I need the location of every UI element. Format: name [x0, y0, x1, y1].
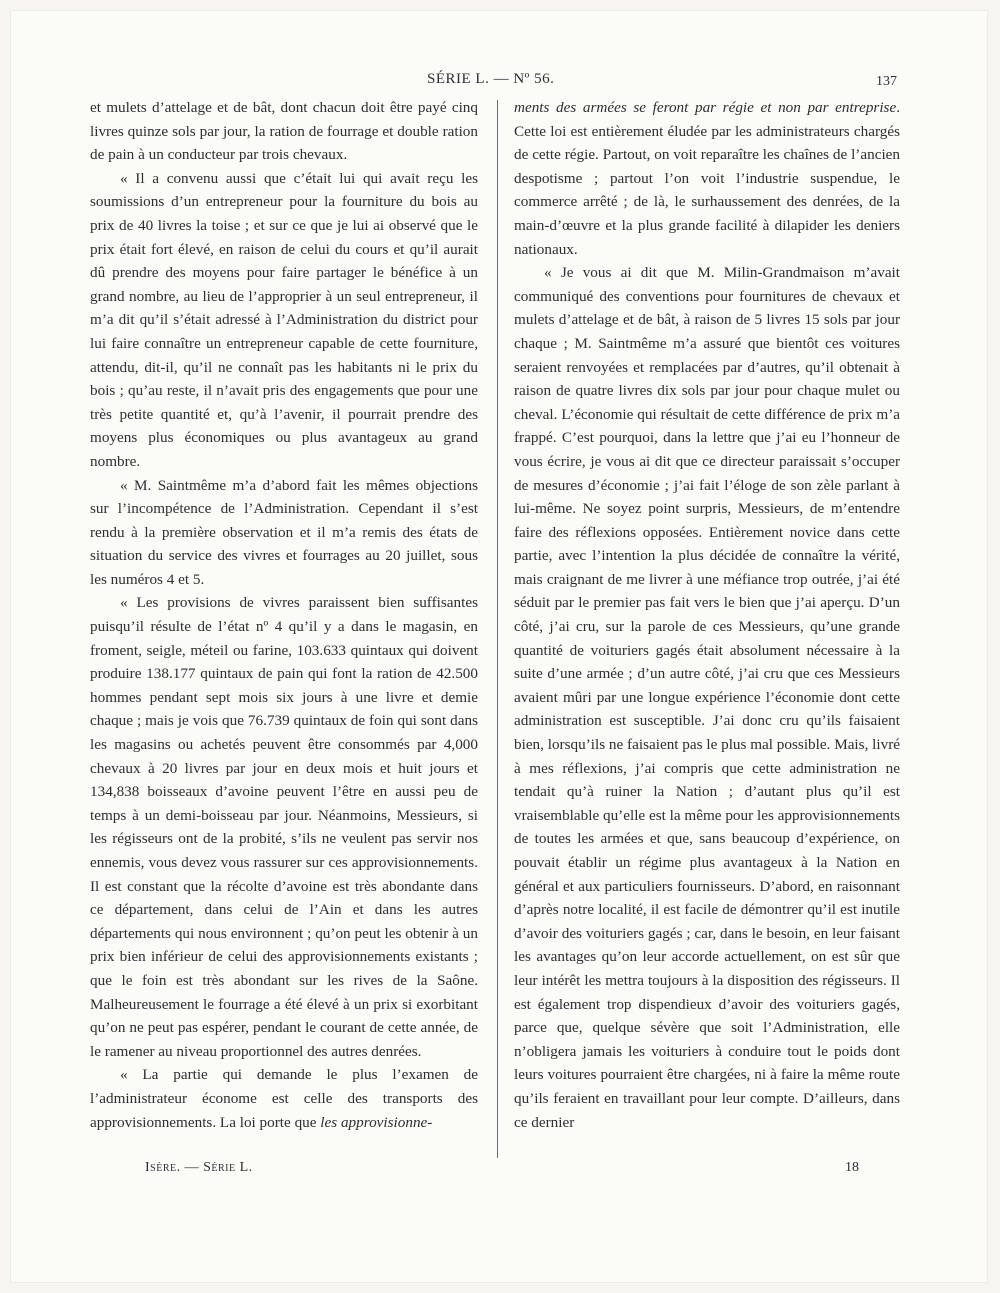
left-paragraph-3: « M. Saintmême m’a d’abord fait les mêmes objections sur l’incompétence de l’Administration. Cependant il s’est rendu à la première observation et il m’a remis des états de situation du service des vivres et fourrages au 20 juillet, sous les numéros 4 et 5.	[90, 476, 478, 588]
left-paragraph-5: « La partie qui demande le plus l’examen de l’administrateur économe est celle des transports des approvisionnements. La loi porte que les approvisionne-	[90, 1066, 478, 1131]
left-paragraph-4: « Les provisions de vivres paraissent bien suffisantes puisqu’il résulte de l’état nº 4 qu’il y a dans le magasin, en froment, seigle, méteil ou farine, 103.633 quintaux qui doivent produire 138.177 quintaux de pain qui font la ration de 42.500 hommes pendant sept mois six jours à une livre et demie chaque ; mais je vois que 76.739 quintaux de foin qui sont dans les magasins ou achetés peuvent être consommés par 4,000 chevaux à 20 livres par jour en deux mois et huit jours et 134,838 boisseaux d’avoine peuvent l’être en aussi peu de temps à un demi-boisseau par jour. Néanmoins, Messieurs, si les régisseurs ont de la probité, s’ils ne veulent pas servir nos ennemis, vous devez vous rassurer sur ces approvisionnements. Il est constant que la récolte d’avoine est très abondante dans ce département, dans celui de l’Ain et dans les autres départements qui nous environnent ; qu’on peut les obtenir à un prix bien inférieur de celui des approvisionnements existants ; que le foin est très abondant sur les rives de la Saône. Malheureusement le fourrage a été élevé à un prix si exorbitant qu’on ne peut pas espérer, pendant le courant de cette année, de le ramener au niveau proportionnel des autres denrées.	[90, 594, 478, 1060]
column-divider	[497, 100, 498, 1158]
footer-series: Isère. — Série L.	[145, 1160, 253, 1175]
left-paragraph-2: « Il a convenu aussi que c’était lui qui avait reçu les soumissions d’un entrepreneur pour la fourniture du bois au prix de 40 livres la toise ; et sur ce que je lui ai observé que le prix était fort élevé, en raison de celui du cours et qu’il aurait dû prendre des moyens pour faire partager le bénéfice à un grand nombre, au lieu de l’approprier à un seul entrepreneur, il m’a dit qu’il s’était adressé à l’Administration du district pour lui faire connaître un entrepreneur capable de cette fourniture, attendu, dit-il, qu’il ne connaît pas les habitants ni le prix du bois ; qu’au reste, il n’avait pris des engagements que pour une très petite quantité et, qu’à l’avenir, il pourrait prendre des moyens plus économiques ou plus avantageux au grand nombre.	[90, 169, 478, 470]
page-header	[0, 71, 1000, 95]
footer-signature-number: 18	[845, 1160, 859, 1175]
right-column	[514, 96, 900, 1134]
right-paragraph-2: « Je vous ai dit que M. Milin-Grandmaison m’avait communiqué des conventions pour fournitures de chevaux et mulets d’attelage et de bât, à raison de 5 livres 15 sols par jour chaque ; M. Saintmême m’a assuré que bientôt ces voitures seraient renvoyées et remplacées par d’autres, qu’il obtenait à raison de quatre livres dix sols par jour pour chaque mulet ou cheval. L’économie qui résultait de cette différence de prix m’a frappé. C’est pourquoi, dans la lettre que j’ai eu l’honneur de vous écrire, je vous ai dit que ce directeur paraissait s’occuper de mesures d’économie ; j’ai fait l’éloge de son zèle parlant à lui-même. Ne soyez point surpris, Messieurs, de m’entendre faire des réflexions opposées. Entièrement novice dans cette partie, avec l’intention la plus décidée de connaître la vérité, mais craignant de me livrer à une méfiance trop outrée, j’ai été séduit par le premier pas fait vers le bien que j’ai aperçu. D’un côté, j’ai cru, sur la parole de ces Messieurs, qu’une grande quantité de voituriers gagés était absolument nécessaire à la suite d’une armée ; d’un autre côté, j’ai cru que ces Messieurs avaient mûri par une longue expérience l’économie dont cette administration est susceptible. J’ai donc cru qu’ils faisaient bien, lorsqu’ils ne faisaient pas le plus mal possible. Mais, livré à mes réflexions, j’ai compris que cette administration ne tendait qu’à ruiner la Nation ; d’autant plus qu’il est vraisemblable qu’elle est la même pour les approvisionnements de toutes les armées et que, sans beaucoup d’expérience, on pouvait établir un régime plus avantageux à la Nation en général et aux particuliers fournisseurs. D’abord, en raisonnant d’après notre localité, il est facile de démontrer qu’il est inutile d’avoir des voituriers gagés ; car, dans le besoin, en leur faisant les avantages qu’on leur accorde actuellement, on est sûr que leur intérêt les mettra toujours à la disposition des régisseurs. Il est également trop dispendieux d’avoir des voituriers gagés, parce que, quelque sévère que soit l’Administration, elle n’obligera jamais les voituriers à conduire tout le poids dont leurs voitures pourraient être chargées, ni à faire la même route qu’ils feraient en travaillant pour leur compte. D’ailleurs, dans ce dernier	[514, 264, 900, 1131]
left-paragraph-1: et mulets d’attelage et de bât, dont chacun doit être payé cinq livres quinze sols par jour, la ration de fourrage et double ration de pain à un conducteur par trois chevaux.	[90, 99, 478, 164]
right-paragraph-1: ments des armées se feront par régie et non par entreprise. Cette loi est entièrement éludée par les administrateurs chargés de cette régie. Partout, on voit reparaître les chaînes de l’ancien despotisme ; partout l’on voit l’industrie suspendue, le commerce arrêté ; de là, le surhaussement des denrées, de la main-d’œuvre et la plus grande facilité à dilapider les deniers nationaux.	[514, 99, 900, 258]
page-number: 137	[876, 74, 897, 89]
left-column	[90, 96, 478, 1134]
page-footer	[0, 1160, 1000, 1182]
running-title: SÉRIE L. — Nº 56.	[427, 71, 555, 87]
